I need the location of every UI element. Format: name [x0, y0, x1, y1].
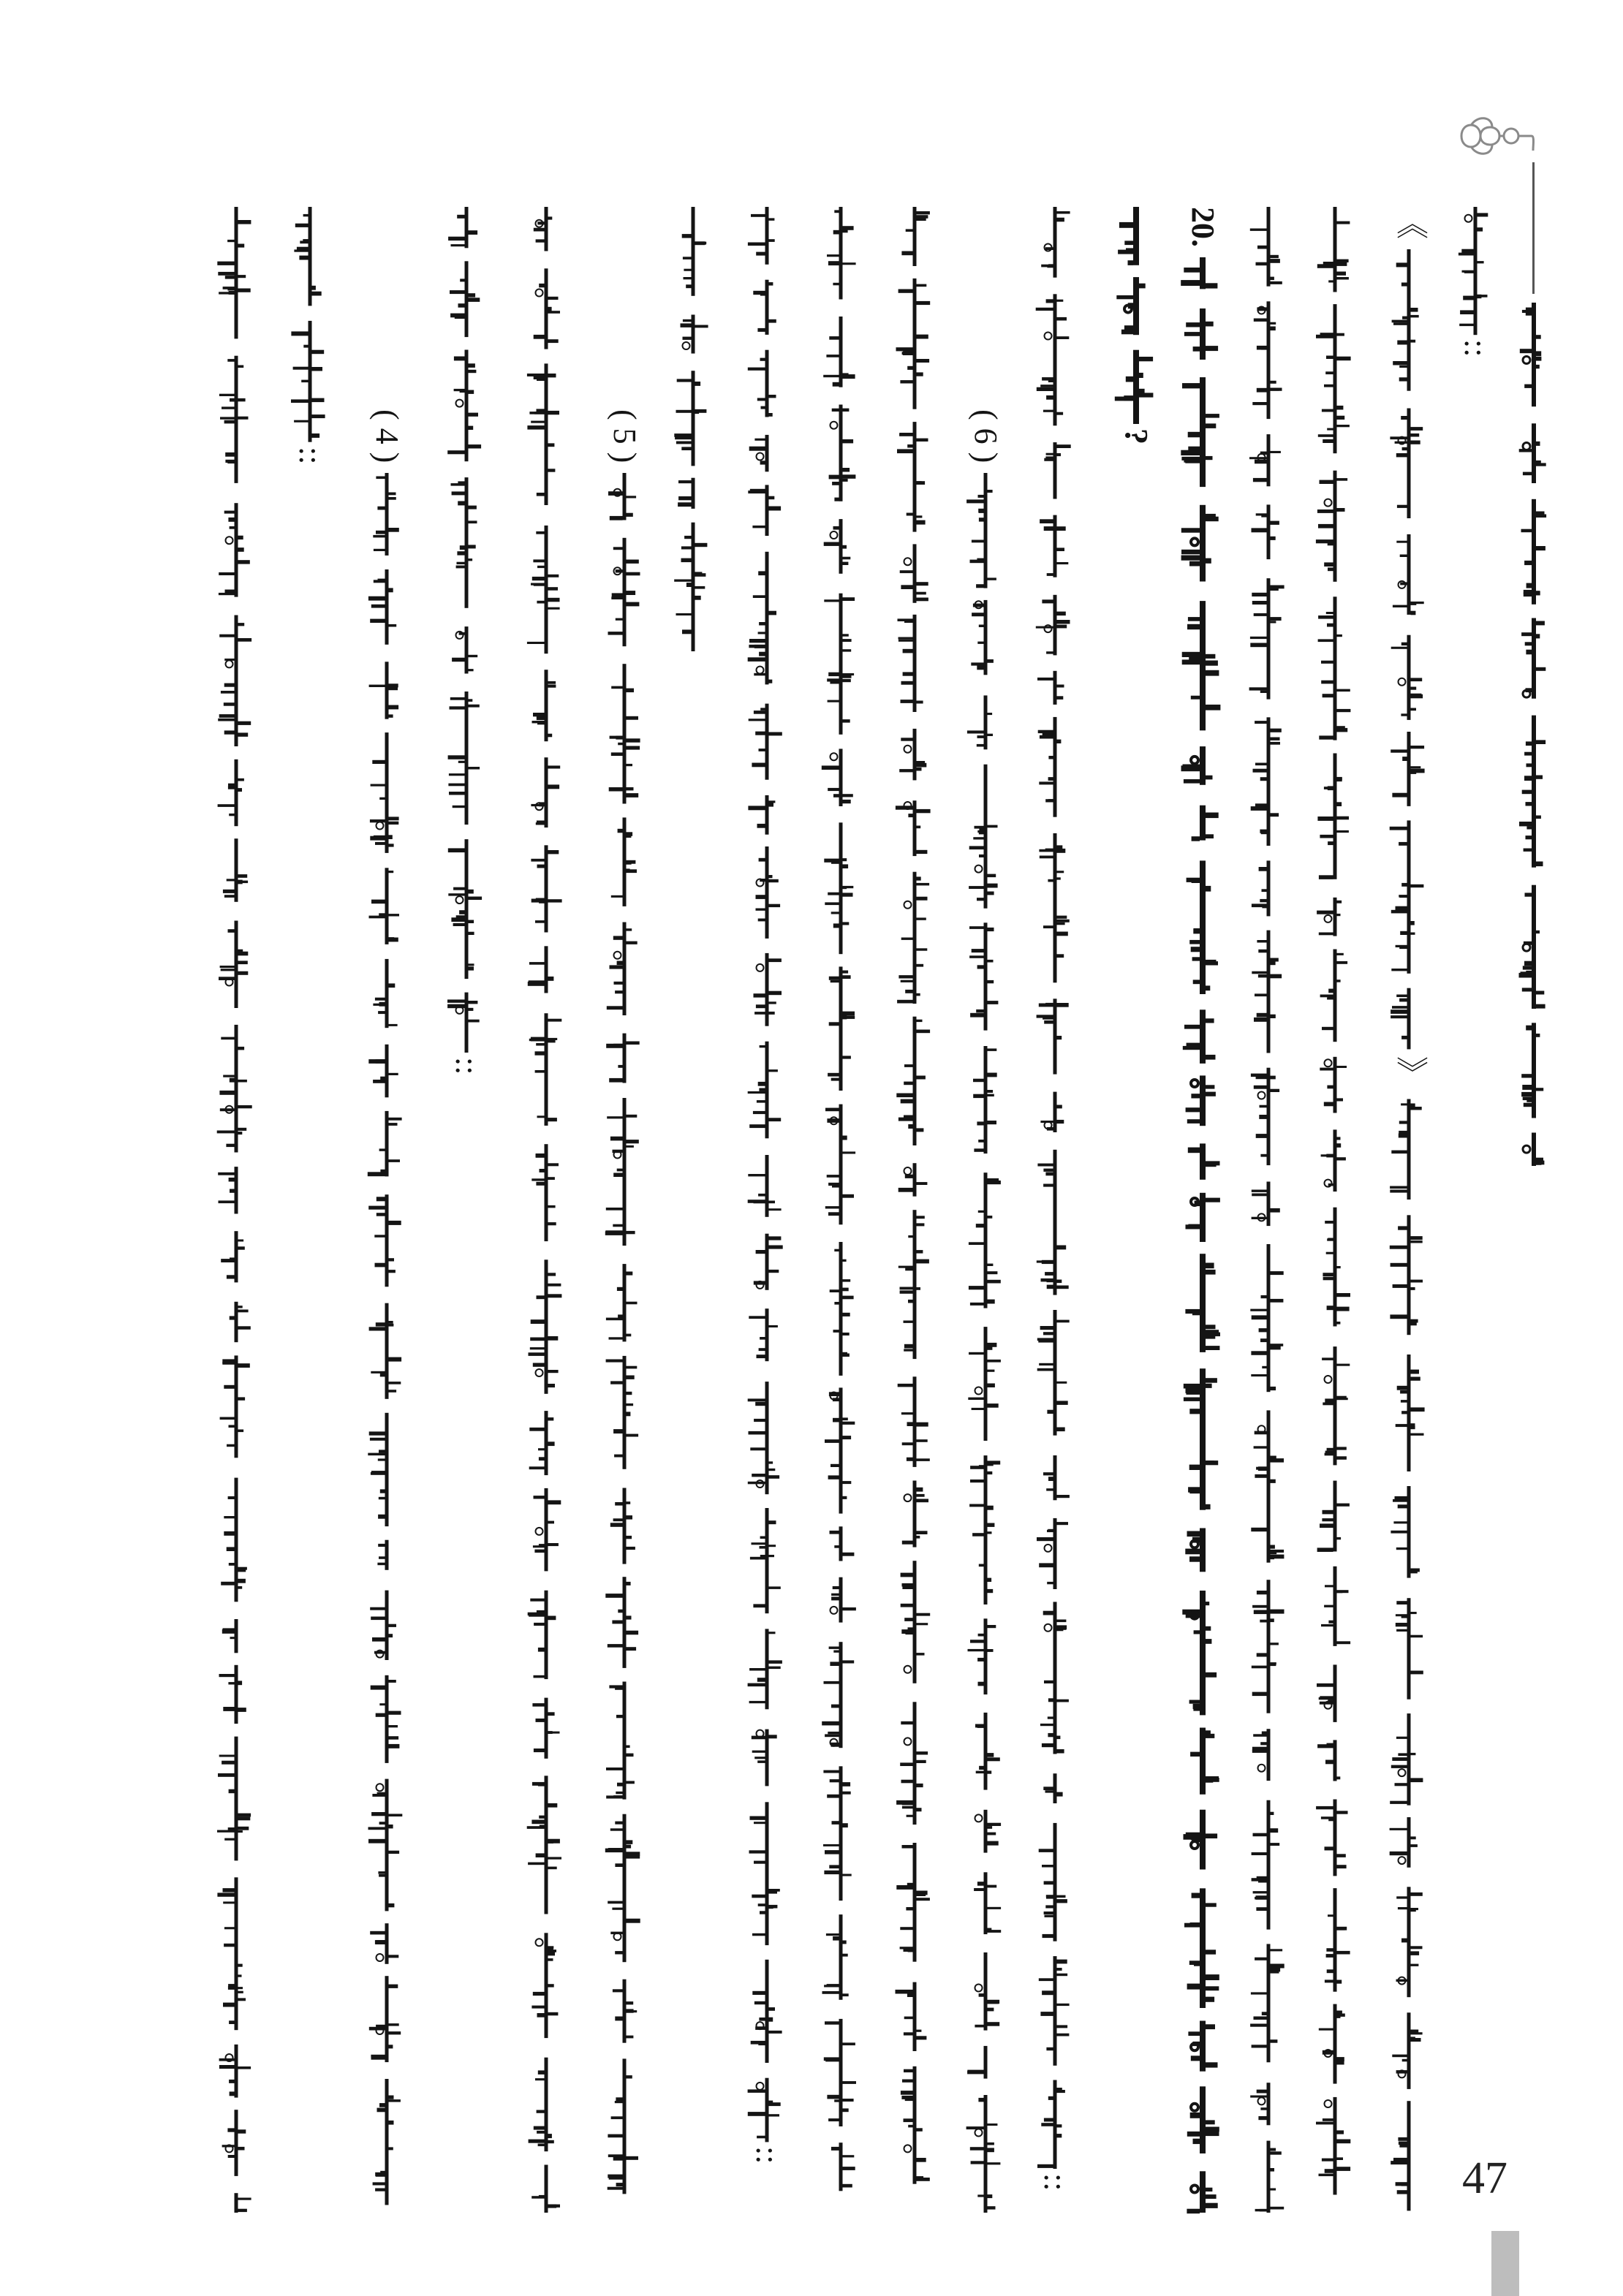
- paragraph-marker: 20.: [1185, 207, 1221, 247]
- sentence-end-mark: ::: [1458, 339, 1494, 357]
- paragraph-marker: ( 4 ): [369, 409, 405, 463]
- paragraph-marker: ( 5 ): [607, 409, 643, 463]
- page-number: 47: [1462, 2153, 1507, 2203]
- text-column: [291, 207, 325, 442]
- text-column: [1249, 207, 1285, 2213]
- sentence-end-mark: ::: [292, 446, 328, 465]
- text-column: [748, 207, 783, 2142]
- text-column: [1036, 207, 1071, 2169]
- text-column: [368, 473, 403, 2205]
- quote-mark: 》: [1391, 1056, 1427, 1089]
- sentence-end-mark: ::: [749, 2146, 785, 2164]
- text-column: [674, 207, 708, 651]
- sentence-end-mark: ?: [1119, 428, 1154, 444]
- text-column: [605, 473, 640, 2194]
- text-column: [966, 473, 1002, 2213]
- text-column: [896, 207, 931, 2184]
- running-header: [1519, 303, 1547, 1166]
- paragraph-marker: ( 6 ): [968, 409, 1004, 463]
- sentence-end-mark: ::: [449, 1057, 485, 1075]
- page-edge-bar: [1491, 2231, 1519, 2296]
- text-column: [1115, 207, 1154, 424]
- text-column: [527, 207, 562, 2213]
- text-column: [447, 207, 482, 1053]
- text-column: [1459, 207, 1488, 335]
- text-column: [1316, 207, 1351, 2195]
- paragraph-marker: 《: [1391, 207, 1427, 239]
- text-column: [1390, 249, 1425, 2210]
- text-column: [217, 207, 252, 2213]
- text-column: [1181, 257, 1220, 2213]
- sentence-end-mark: ::: [1037, 2173, 1073, 2191]
- text-column: [822, 207, 856, 2191]
